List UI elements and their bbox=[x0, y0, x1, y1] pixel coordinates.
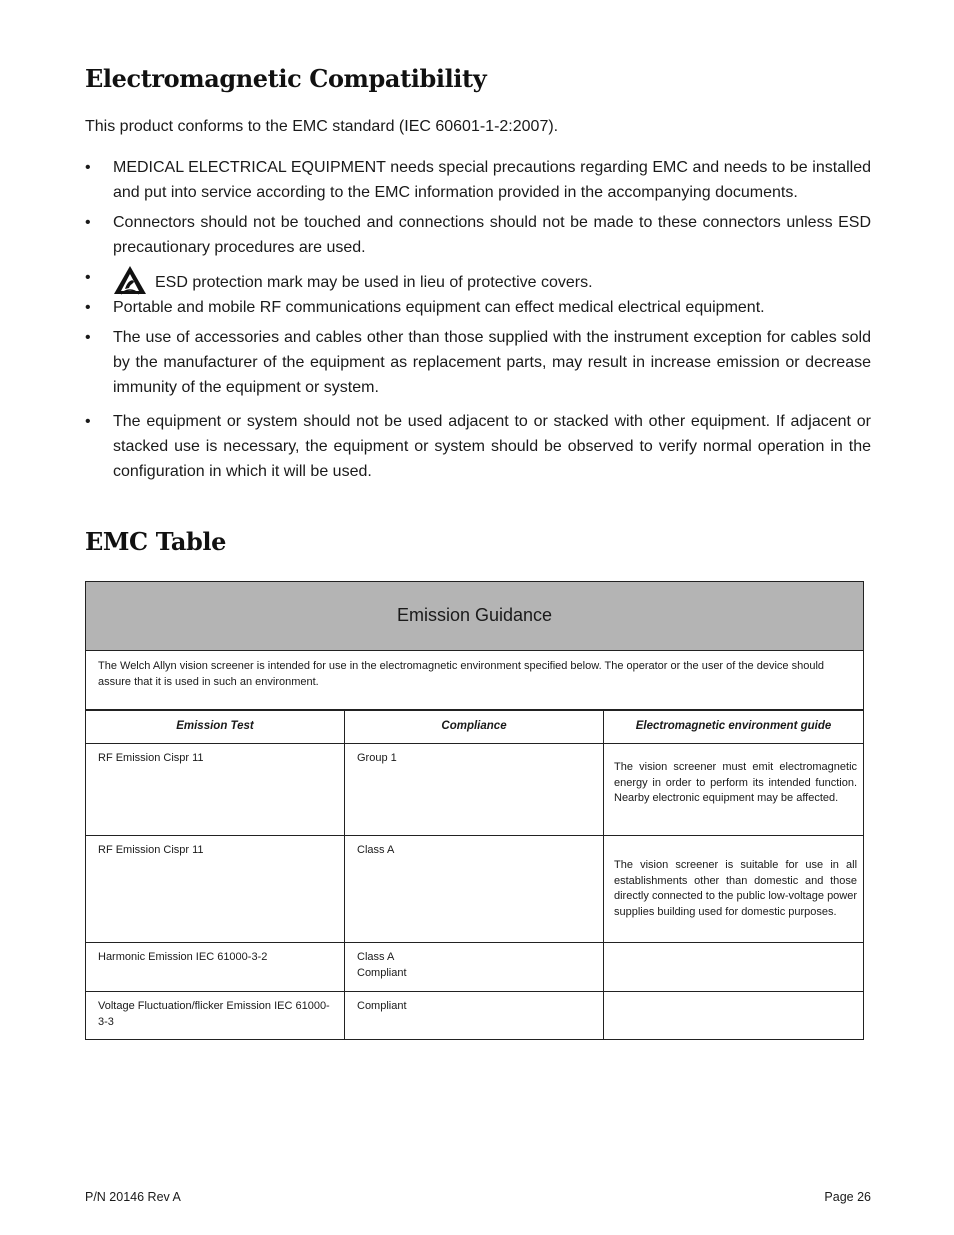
guide-cell: The vision screener must emit electromagnetic energy in order to perform its intended function. Nearby electronic equipment may be affected. bbox=[604, 744, 864, 836]
list-item bbox=[85, 325, 871, 400]
emission-test-cell: Voltage Fluctuation/flicker Emission IEC 61000-3-3 bbox=[86, 992, 345, 1040]
footer-part-number: P/N 20146 Rev A bbox=[85, 1190, 181, 1204]
emc-table bbox=[85, 581, 864, 1040]
footer-page-number: Page 26 bbox=[824, 1190, 871, 1204]
list-item bbox=[85, 295, 871, 320]
bullet-text: Connectors should not be touched and connections should not be made to these connectors unless ESD precautionary procedures are used. bbox=[113, 214, 871, 256]
bullet-dot: • bbox=[85, 329, 91, 346]
table-row bbox=[86, 744, 864, 836]
emission-test-cell: RF Emission Cispr 11 bbox=[86, 836, 345, 943]
guide-cell: The vision screener is suitable for use in all establishments other than domestic and those directly connected to the public low-voltage power supplies building used for domestic purposes. bbox=[604, 836, 864, 943]
compliance-line: Class A bbox=[357, 951, 395, 963]
column-header: Compliance bbox=[345, 710, 604, 744]
bullet-dot: • bbox=[85, 413, 91, 430]
guide-cell bbox=[604, 943, 864, 992]
list-item bbox=[85, 155, 871, 205]
list-item bbox=[85, 210, 871, 260]
emission-test-cell: RF Emission Cispr 11 bbox=[86, 744, 345, 836]
table-row bbox=[86, 943, 864, 992]
guide-cell bbox=[604, 992, 864, 1040]
compliance-cell: Class A bbox=[345, 836, 604, 943]
table-header: Emission Guidance bbox=[86, 582, 864, 651]
bullet-text: Portable and mobile RF communications equipment can effect medical electrical equipment. bbox=[113, 299, 765, 316]
bullet-text: The equipment or system should not be used adjacent to or stacked with other equipment. If adjacent or stacked use is necessary, the equipment or system should be observed to verify normal operation in the configuration in which it will be used. bbox=[113, 413, 871, 480]
bullet-text: ESD protection mark may be used in lieu of protective covers. bbox=[155, 274, 593, 291]
bullet-dot: • bbox=[85, 214, 91, 231]
compliance-cell: Compliant bbox=[345, 992, 604, 1040]
table-row bbox=[86, 836, 864, 943]
compliance-cell bbox=[345, 943, 604, 992]
bullet-text: The use of accessories and cables other than those supplied with the instrument exception for cables sold by the manufacturer of the equipment as replacement parts, may result in increase emission or decrease immunity of the equipment or system. bbox=[113, 329, 871, 396]
compliance-line: Compliant bbox=[357, 966, 407, 979]
bullet-dot: • bbox=[85, 159, 91, 176]
table-note: The Welch Allyn vision screener is intended for use in the electromagnetic environment specified below. The operator or the user of the device should assure that it is used in such an environment. bbox=[86, 651, 864, 711]
intro-text: This product conforms to the EMC standard (IEC 60601-1-2:2007). bbox=[85, 118, 559, 135]
section-title: Electromagnetic Compatibility bbox=[85, 64, 487, 93]
list-item bbox=[85, 409, 871, 484]
emission-test-cell: Harmonic Emission IEC 61000-3-2 bbox=[86, 943, 345, 992]
column-header: Electromagnetic environment guide bbox=[604, 710, 864, 744]
bullet-dot: • bbox=[85, 299, 91, 316]
table-row bbox=[86, 992, 864, 1040]
table-title: EMC Table bbox=[85, 527, 226, 556]
compliance-cell: Group 1 bbox=[345, 744, 604, 836]
bullet-dot: • bbox=[85, 269, 91, 286]
column-header: Emission Test bbox=[86, 710, 345, 744]
bullet-text: MEDICAL ELECTRICAL EQUIPMENT needs special precautions regarding EMC and needs to be installed and put into service according to the EMC information provided in the accompanying documents. bbox=[113, 159, 871, 201]
